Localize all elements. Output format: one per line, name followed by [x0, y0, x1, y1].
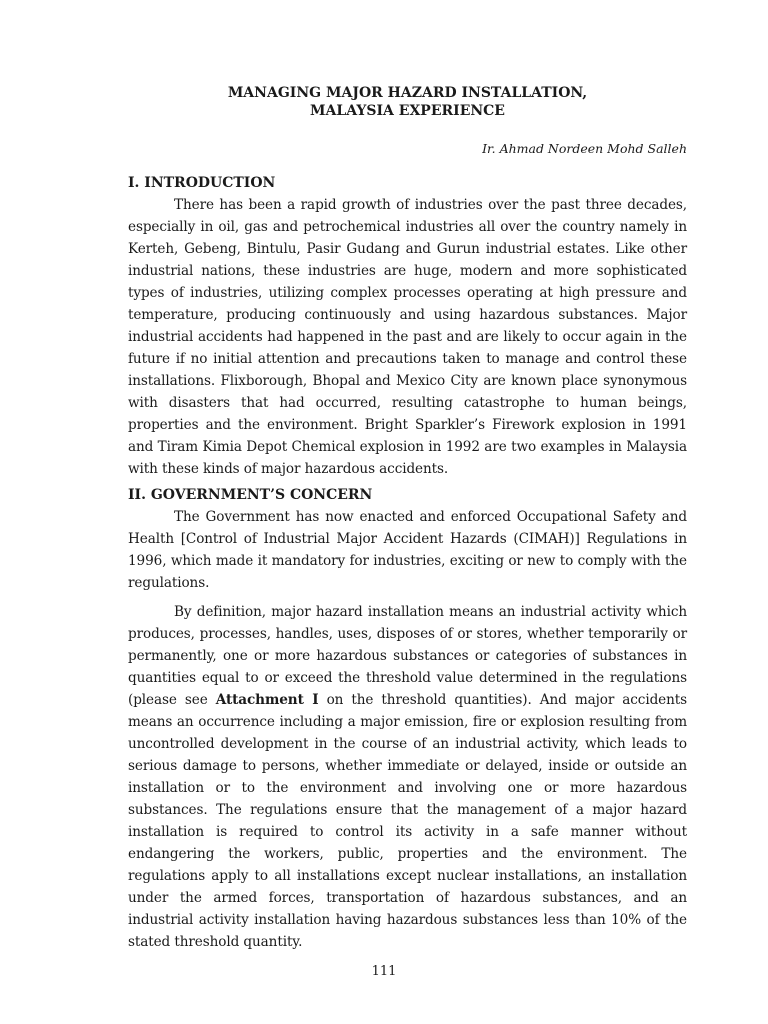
page-number: 111 — [371, 964, 397, 979]
government-concern-paragraph-2 — [128, 601, 687, 953]
document-title — [128, 84, 687, 120]
document-page — [128, 84, 687, 953]
paragraph-text-before: By definition, major hazard installation means an industrial activity which produces, processes, handles, uses, disposes of or stores, whether temporarily or permanently, one or more hazardous substances or categories of substances in quantities equal to or exceed the threshold value determined in the regulations (please see — [128, 604, 687, 708]
paragraph-text-after: on the threshold quantities). And major accidents means an occurrence including a major emission, fire or explosion resulting from uncontrolled development in the course of an industrial activity, which leads to serious damage to persons, whether immediate or delayed, inside or outside an installation or to the environment and involving one or more hazardous substances. The regulations ensure that the management of a major hazard installation is required to control its activity in a safe manner without endangering the workers, public, properties and the environment. The regulations apply to all installations except nuclear installations, an installation under the armed forces, transportation of hazardous substances, and an industrial activity installation having hazardous substances less than 10% of the stated threshold quantity. — [128, 692, 688, 950]
section-heading-government-concern: II. GOVERNMENT’S CONCERN — [128, 487, 373, 503]
section-heading-introduction: I. INTRODUCTION — [128, 175, 276, 191]
title-line-2: MALAYSIA EXPERIENCE — [310, 103, 505, 119]
introduction-paragraph: There has been a rapid growth of industries over the past three decades, especially in oil, gas and petrochemical industries all over the country namely in Kerteh, Gebeng, Bintulu, Pasir Gudang and Gurun industrial estates. Like other industrial nations, these industries are huge, modern and more sophisticated types of industries, utilizing complex processes operating at high pressure and temperature, producing continuously and using hazardous substances. Major industrial accidents had happened in the past and are likely to occur again in the future if no initial attention and precautions taken to manage and control these installations. Flixborough, Bhopal and Mexico City are known place synonymous with disasters that had occurred, resulting catastrophe to human beings, properties and the environment. Bright Sparkler’s Firework explosion in 1991 and Tiram Kimia Depot Chemical explosion in 1992 are two examples in Malaysia with these kinds of major hazardous accidents. — [128, 197, 687, 477]
attachment-reference: Attachment I — [215, 692, 319, 708]
title-line-1: MANAGING MAJOR HAZARD INSTALLATION, — [227, 85, 588, 101]
author-name: Ir. Ahmad Nordeen Mohd Salleh — [482, 141, 687, 156]
government-concern-paragraph-1: The Government has now enacted and enforced Occupational Safety and Health [Control of Industrial Major Accident Hazards (CIMAH)] Regulations in 1996, which made it mandatory for industries, exciting or new to comply with the regulations. — [128, 509, 687, 591]
